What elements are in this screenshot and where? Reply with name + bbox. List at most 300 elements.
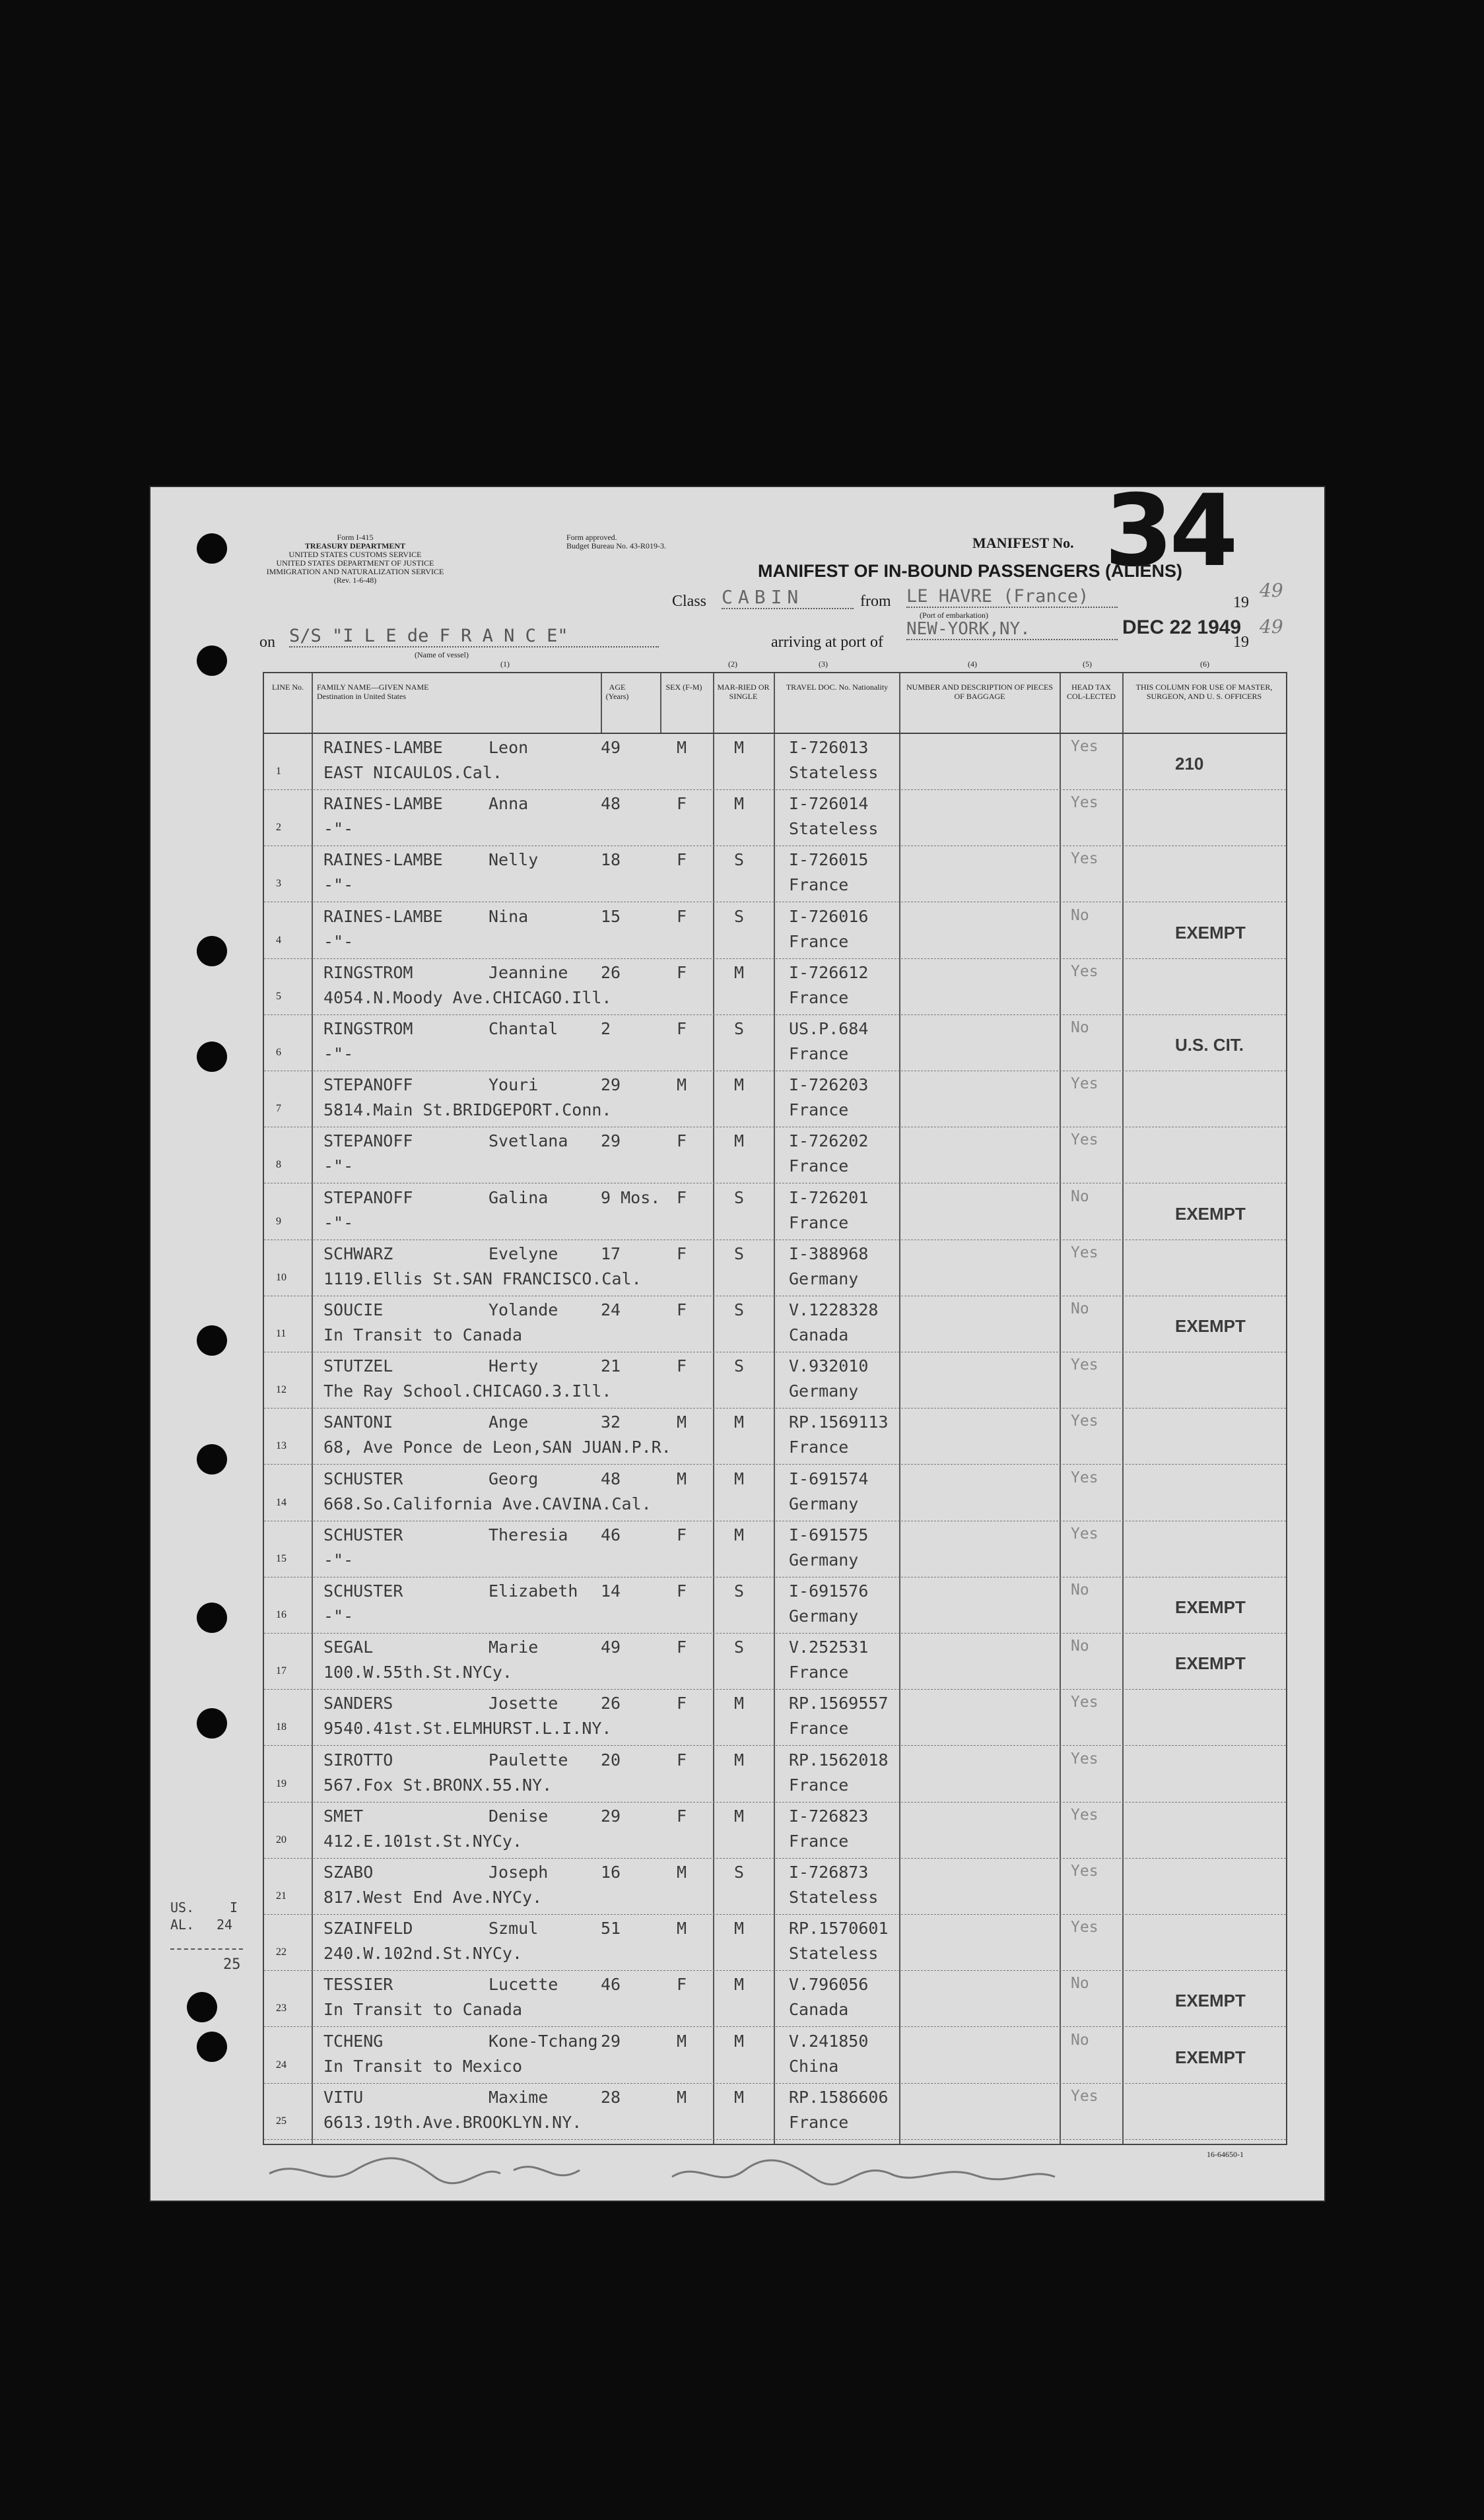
officer-note: U.S. CIT. — [1175, 1035, 1244, 1055]
travel-doc: I-726203 — [789, 1075, 869, 1095]
nationality: France — [789, 1212, 849, 1232]
head-tax: No — [1071, 1581, 1089, 1599]
travel-doc: I-726013 — [789, 738, 869, 757]
header-line-no: LINE No. — [272, 682, 304, 692]
line-number: 19 — [276, 1777, 287, 1789]
ins-service: IMMIGRATION AND NATURALIZATION SERVICE — [266, 567, 444, 576]
given-name: Kone-Tchang — [489, 2031, 598, 2051]
line-number: 25 — [276, 2115, 287, 2127]
marital-status: M — [734, 962, 745, 982]
nationality: France — [789, 1156, 849, 1176]
head-tax: Yes — [1071, 1412, 1098, 1430]
age: 18 — [601, 850, 621, 870]
line-number: 17 — [276, 1665, 287, 1677]
head-tax: No — [1071, 1019, 1089, 1036]
arrival-date-stamp: DEC 22 1949 — [1122, 616, 1242, 638]
marital-status: M — [734, 1131, 745, 1151]
form-number: Form I-415 — [337, 533, 374, 542]
line-number: 21 — [276, 1890, 287, 1902]
table-row — [264, 1409, 1286, 1465]
header-age: AGE (Years) — [605, 682, 629, 701]
sex: F — [677, 1750, 687, 1770]
head-tax: Yes — [1071, 1525, 1098, 1542]
destination: 100.W.55th.St.NYCy. — [323, 1663, 512, 1682]
table-row — [264, 1971, 1286, 2027]
table-row — [264, 1521, 1286, 1577]
col-number-3: (3) — [819, 659, 828, 669]
travel-doc: US.P.684 — [789, 1019, 869, 1038]
travel-doc: RP.1569113 — [789, 1412, 889, 1432]
line-number: 9 — [276, 1215, 281, 1227]
form-approved: Form approved. — [566, 533, 617, 542]
travel-doc: RP.1570601 — [789, 1919, 889, 1939]
nationality: France — [789, 875, 849, 895]
sex: F — [677, 1638, 687, 1657]
marital-status: S — [734, 1581, 745, 1601]
given-name: Paulette — [489, 1750, 568, 1770]
marital-status: M — [734, 1806, 745, 1826]
sex: M — [677, 1469, 687, 1488]
sex: F — [677, 850, 687, 870]
destination: In Transit to Canada — [323, 1325, 523, 1344]
arriving-label: arriving at port of — [771, 634, 883, 651]
table-row — [264, 1296, 1286, 1352]
family-name: TESSIER — [323, 1975, 393, 1995]
table-row — [264, 2028, 1286, 2084]
head-tax: Yes — [1071, 1356, 1098, 1374]
table-row — [264, 734, 1286, 790]
age: 26 — [601, 1694, 621, 1713]
marital-status: S — [734, 1187, 745, 1207]
manifest-page — [151, 474, 1324, 2201]
destination: 668.So.California Ave.CAVINA.Cal. — [323, 1494, 652, 1513]
officer-note: EXEMPT — [1175, 1653, 1246, 1674]
age: 28 — [601, 2087, 621, 2107]
travel-doc: V.932010 — [789, 1356, 869, 1376]
given-name: Jeannine — [489, 962, 568, 982]
header-officers: THIS COLUMN FOR USE OF MASTER, SURGEON, AND U. S. OFFICERS — [1135, 682, 1273, 701]
sex: F — [677, 1581, 687, 1601]
row-divider — [264, 2139, 1286, 2140]
nationality: Stateless — [789, 819, 879, 839]
nationality: Canada — [789, 1325, 849, 1344]
age: 48 — [601, 1469, 621, 1488]
table-row — [264, 1915, 1286, 1971]
nationality: Germany — [789, 1494, 859, 1513]
travel-doc: I-691576 — [789, 1581, 869, 1601]
family-name: SZAINFELD — [323, 1919, 413, 1939]
head-tax: No — [1071, 2031, 1089, 2049]
destination: -"- — [323, 1044, 354, 1063]
year-prefix-2: 19 — [1233, 634, 1249, 651]
given-name: Yolande — [489, 1300, 558, 1319]
on-label: on — [259, 634, 275, 651]
family-name: STEPANOFF — [323, 1187, 413, 1207]
port-embarkation-label: (Port of embarkation) — [920, 611, 988, 620]
age: 21 — [601, 1356, 621, 1376]
sex: M — [677, 2031, 687, 2051]
age: 2 — [601, 1019, 611, 1038]
punch-hole — [197, 1042, 227, 1072]
travel-doc: I-691574 — [789, 1469, 869, 1488]
marital-status: M — [734, 1694, 745, 1713]
sex: M — [677, 1412, 687, 1432]
family-name: SANTONI — [323, 1412, 393, 1432]
travel-doc: I-691575 — [789, 1525, 869, 1544]
age: 51 — [601, 1919, 621, 1939]
age: 49 — [601, 738, 621, 757]
age: 29 — [601, 1131, 621, 1151]
sex: F — [677, 962, 687, 982]
col-number-5: (5) — [1083, 659, 1092, 669]
age: 29 — [601, 1806, 621, 1826]
officer-note: 210 — [1175, 754, 1204, 774]
nationality: France — [789, 2112, 849, 2132]
marital-status: S — [734, 1300, 745, 1319]
given-name: Chantal — [489, 1019, 558, 1038]
travel-doc: I-726612 — [789, 962, 869, 982]
line-number: 4 — [276, 934, 281, 946]
destination: -"- — [323, 1550, 354, 1570]
marital-status: M — [734, 1469, 745, 1488]
head-tax: Yes — [1071, 1131, 1098, 1149]
head-tax: Yes — [1071, 794, 1098, 812]
nationality: Germany — [789, 1550, 859, 1570]
year-handwritten-1: 49 — [1260, 580, 1283, 601]
given-name: Svetlana — [489, 1131, 568, 1151]
travel-doc: I-726015 — [789, 850, 869, 870]
sex: F — [677, 1019, 687, 1038]
destination: 68, Ave Ponce de Leon,SAN JUAN.P.R. — [323, 1438, 671, 1457]
punch-hole — [197, 1444, 227, 1475]
head-tax: No — [1071, 1638, 1089, 1655]
margin-divider — [170, 1948, 243, 1950]
destination: -"- — [323, 1212, 354, 1232]
destination: 6613.19th.Ave.BROOKLYN.NY. — [323, 2112, 582, 2132]
destination: 567.Fox St.BRONX.55.NY. — [323, 1775, 553, 1795]
family-name: STEPANOFF — [323, 1075, 413, 1095]
punch-hole — [197, 936, 227, 966]
sex: F — [677, 1975, 687, 1995]
family-name: TCHENG — [323, 2031, 384, 2051]
destination: -"- — [323, 1607, 354, 1626]
col-number-1: (1) — [500, 659, 510, 669]
age: 16 — [601, 1863, 621, 1882]
nationality: France — [789, 987, 849, 1007]
header-head-tax: HEAD TAX COL-LECTED — [1067, 682, 1116, 701]
col-number-2: (2) — [728, 659, 737, 669]
sex: F — [677, 794, 687, 814]
destination: -"- — [323, 1156, 354, 1176]
destination: In Transit to Canada — [323, 2000, 523, 2020]
given-name: Josette — [489, 1694, 558, 1713]
family-name: STEPANOFF — [323, 1131, 413, 1151]
manifest-no-label: MANIFEST No. — [972, 535, 1074, 551]
col-number-4: (4) — [968, 659, 977, 669]
travel-doc: V.241850 — [789, 2031, 869, 2051]
family-name: RAINES-LAMBE — [323, 794, 443, 814]
table-row — [264, 1352, 1286, 1409]
header-travel-doc: TRAVEL DOC. No. Nationality — [786, 682, 889, 692]
table-row — [264, 1015, 1286, 1071]
travel-doc: RP.1569557 — [789, 1694, 889, 1713]
officer-note: EXEMPT — [1175, 922, 1246, 943]
head-tax: No — [1071, 1975, 1089, 1993]
travel-doc: I-388968 — [789, 1243, 869, 1263]
travel-doc: I-726873 — [789, 1863, 869, 1882]
treasury-dept: TREASURY DEPARTMENT — [304, 541, 406, 550]
travel-doc: RP.1586606 — [789, 2087, 889, 2107]
line-number: 5 — [276, 990, 281, 1002]
margin-i-value: I — [230, 1900, 238, 1915]
vessel-name-label: (Name of vessel) — [415, 650, 469, 659]
nationality: France — [789, 1775, 849, 1795]
punch-hole — [197, 1708, 227, 1739]
travel-doc: I-726014 — [789, 794, 869, 814]
officer-note: EXEMPT — [1175, 1991, 1246, 2011]
margin-al-value: 24 — [217, 1917, 233, 1933]
marital-status: S — [734, 1638, 745, 1657]
age: 15 — [601, 906, 621, 926]
given-name: Elizabeth — [489, 1581, 578, 1601]
officer-note: EXEMPT — [1175, 2047, 1246, 2067]
marital-status: M — [734, 738, 745, 757]
destination: -"- — [323, 875, 354, 895]
family-name: RAINES-LAMBE — [323, 850, 443, 870]
punch-hole — [197, 533, 227, 564]
year-handwritten-2: 49 — [1260, 616, 1283, 638]
given-name: Herty — [489, 1356, 539, 1376]
line-number: 20 — [276, 1834, 287, 1845]
age: 29 — [601, 1075, 621, 1095]
nationality: Germany — [789, 1269, 859, 1288]
class-label: Class — [672, 593, 707, 610]
marital-status: S — [734, 850, 745, 870]
family-name: SZABO — [323, 1863, 374, 1882]
destination: 1119.Ellis St.SAN FRANCISCO.Cal. — [323, 1269, 642, 1288]
nationality: France — [789, 1438, 849, 1457]
given-name: Anna — [489, 794, 529, 814]
family-name: SMET — [323, 1806, 364, 1826]
travel-doc: I-726823 — [789, 1806, 869, 1826]
table-row — [264, 1803, 1286, 1859]
given-name: Marie — [489, 1638, 539, 1657]
age: 46 — [601, 1975, 621, 1995]
table-row — [264, 1859, 1286, 1915]
table-row — [264, 1127, 1286, 1183]
family-name: SCHWARZ — [323, 1243, 393, 1263]
line-number: 11 — [276, 1328, 287, 1339]
line-number: 13 — [276, 1440, 287, 1452]
from-label: from — [860, 593, 891, 610]
family-name: RINGSTROM — [323, 962, 413, 982]
budget-bureau: Budget Bureau No. 43-R019-3. — [566, 541, 666, 550]
given-name: Lucette — [489, 1975, 558, 1995]
table-row — [264, 846, 1286, 902]
head-tax: Yes — [1071, 2087, 1098, 2105]
line-number: 1 — [276, 766, 281, 777]
line-number: 6 — [276, 1047, 281, 1058]
table-row — [264, 1465, 1286, 1521]
col-number-6: (6) — [1200, 659, 1209, 669]
marital-status: S — [734, 1356, 745, 1376]
nationality: Stateless — [789, 763, 879, 782]
line-number: 8 — [276, 1159, 281, 1171]
handwriting-scribbles — [263, 2150, 1187, 2197]
officer-note: EXEMPT — [1175, 1203, 1246, 1224]
head-tax: Yes — [1071, 1806, 1098, 1824]
customs-service: UNITED STATES CUSTOMS SERVICE — [288, 550, 422, 559]
marital-status: M — [734, 794, 745, 814]
nationality: Germany — [789, 1381, 859, 1401]
given-name: Galina — [489, 1187, 549, 1207]
punch-hole — [197, 1603, 227, 1633]
destination: 4054.N.Moody Ave.CHICAGO.Ill. — [323, 987, 612, 1007]
passenger-table — [263, 672, 1287, 2145]
table-row — [264, 1634, 1286, 1690]
line-number: 2 — [276, 822, 281, 834]
given-name: Denise — [489, 1806, 549, 1826]
nationality: France — [789, 931, 849, 951]
destination: -"- — [323, 931, 354, 951]
year-prefix-1: 19 — [1233, 594, 1249, 611]
header-married: MAR-RIED OR SINGLE — [717, 682, 770, 701]
agency-header — [263, 533, 448, 585]
officer-note: EXEMPT — [1175, 1316, 1246, 1336]
sex: F — [677, 1300, 687, 1319]
given-name: Maxime — [489, 2087, 549, 2107]
family-name: STUTZEL — [323, 1356, 393, 1376]
destination: 240.W.102nd.St.NYCy. — [323, 1944, 523, 1964]
given-name: Georg — [489, 1469, 539, 1488]
table-row — [264, 1240, 1286, 1296]
age: 46 — [601, 1525, 621, 1544]
line-number: 24 — [276, 2059, 287, 2071]
justice-dept: UNITED STATES DEPARTMENT OF JUSTICE — [276, 558, 434, 568]
head-tax: Yes — [1071, 1863, 1098, 1880]
head-tax: Yes — [1071, 1469, 1098, 1486]
destination: EAST NICAULOS.Cal. — [323, 763, 502, 782]
marital-status: S — [734, 906, 745, 926]
age: 24 — [601, 1300, 621, 1319]
travel-doc: V.796056 — [789, 1975, 869, 1995]
age: 32 — [601, 1412, 621, 1432]
family-name: VITU — [323, 2087, 364, 2107]
given-name: Ange — [489, 1412, 529, 1432]
given-name: Youri — [489, 1075, 539, 1095]
sex: F — [677, 1525, 687, 1544]
family-name: SCHUSTER — [323, 1581, 403, 1601]
age: 49 — [601, 1638, 621, 1657]
sex: M — [677, 1075, 687, 1095]
age: 14 — [601, 1581, 621, 1601]
given-name: Nelly — [489, 850, 539, 870]
nationality: France — [789, 1719, 849, 1739]
table-row — [264, 2084, 1286, 2140]
nationality: Stateless — [789, 1888, 879, 1907]
nationality: Stateless — [789, 1944, 879, 1964]
line-number: 12 — [276, 1384, 287, 1396]
marital-status: M — [734, 1525, 745, 1544]
destination: -"- — [323, 819, 354, 839]
marital-status: M — [734, 1919, 745, 1939]
sex: F — [677, 1694, 687, 1713]
head-tax: Yes — [1071, 1243, 1098, 1261]
family-name: SOUCIE — [323, 1300, 384, 1319]
table-row — [264, 790, 1286, 846]
family-name: SCHUSTER — [323, 1525, 403, 1544]
family-name: SANDERS — [323, 1694, 393, 1713]
nationality: France — [789, 1831, 849, 1851]
nationality: China — [789, 2056, 839, 2076]
age: 9 Mos. — [601, 1187, 661, 1207]
travel-doc: I-726016 — [789, 906, 869, 926]
given-name: Evelyne — [489, 1243, 558, 1263]
given-name: Szmul — [489, 1919, 539, 1939]
marital-status: S — [734, 1243, 745, 1263]
header-name: FAMILY NAME—GIVEN NAME Destination in United States — [317, 682, 429, 701]
punch-hole — [197, 2032, 227, 2062]
head-tax: Yes — [1071, 1694, 1098, 1711]
head-tax: No — [1071, 906, 1089, 924]
punch-hole — [197, 646, 227, 676]
marital-status: S — [734, 1019, 745, 1038]
family-name: RINGSTROM — [323, 1019, 413, 1038]
sex: F — [677, 1806, 687, 1826]
sex: F — [677, 1243, 687, 1263]
line-number: 7 — [276, 1103, 281, 1115]
travel-doc: V.1228328 — [789, 1300, 879, 1319]
header-baggage: NUMBER AND DESCRIPTION OF PIECES OF BAGGAGE — [906, 682, 1054, 701]
destination: In Transit to Mexico — [323, 2056, 523, 2076]
travel-doc: V.252531 — [789, 1638, 869, 1657]
head-tax: Yes — [1071, 962, 1098, 980]
head-tax: No — [1071, 1187, 1089, 1205]
family-name: RAINES-LAMBE — [323, 738, 443, 757]
manifest-number: 34 — [1104, 474, 1234, 589]
destination: The Ray School.CHICAGO.3.Ill. — [323, 1381, 612, 1401]
head-tax: Yes — [1071, 850, 1098, 868]
vessel-name: S/S "I L E de F R A N C E" — [289, 626, 659, 647]
nationality: Canada — [789, 2000, 849, 2020]
nationality: Germany — [789, 1607, 859, 1626]
marital-status: M — [734, 1412, 745, 1432]
given-name: Leon — [489, 738, 529, 757]
head-tax: No — [1071, 1300, 1089, 1317]
from-value: LE HAVRE (France) — [906, 586, 1118, 608]
age: 48 — [601, 794, 621, 814]
marital-status: M — [734, 2087, 745, 2107]
sex: F — [677, 1131, 687, 1151]
sex: M — [677, 1863, 687, 1882]
form-revision: (Rev. 1-6-48) — [333, 576, 377, 585]
destination: 412.E.101st.St.NYCy. — [323, 1831, 523, 1851]
nationality: France — [789, 1663, 849, 1682]
table-row — [264, 1746, 1286, 1803]
sex: F — [677, 906, 687, 926]
sex: F — [677, 1187, 687, 1207]
approval-block — [566, 533, 666, 550]
line-number: 3 — [276, 878, 281, 890]
nationality: France — [789, 1044, 849, 1063]
sex: M — [677, 1919, 687, 1939]
header-sex: SEX (F-M) — [665, 682, 702, 692]
line-number: 15 — [276, 1552, 287, 1564]
age: 17 — [601, 1243, 621, 1263]
travel-doc: I-726201 — [789, 1187, 869, 1207]
marital-status: M — [734, 1075, 745, 1095]
travel-doc: I-726202 — [789, 1131, 869, 1151]
